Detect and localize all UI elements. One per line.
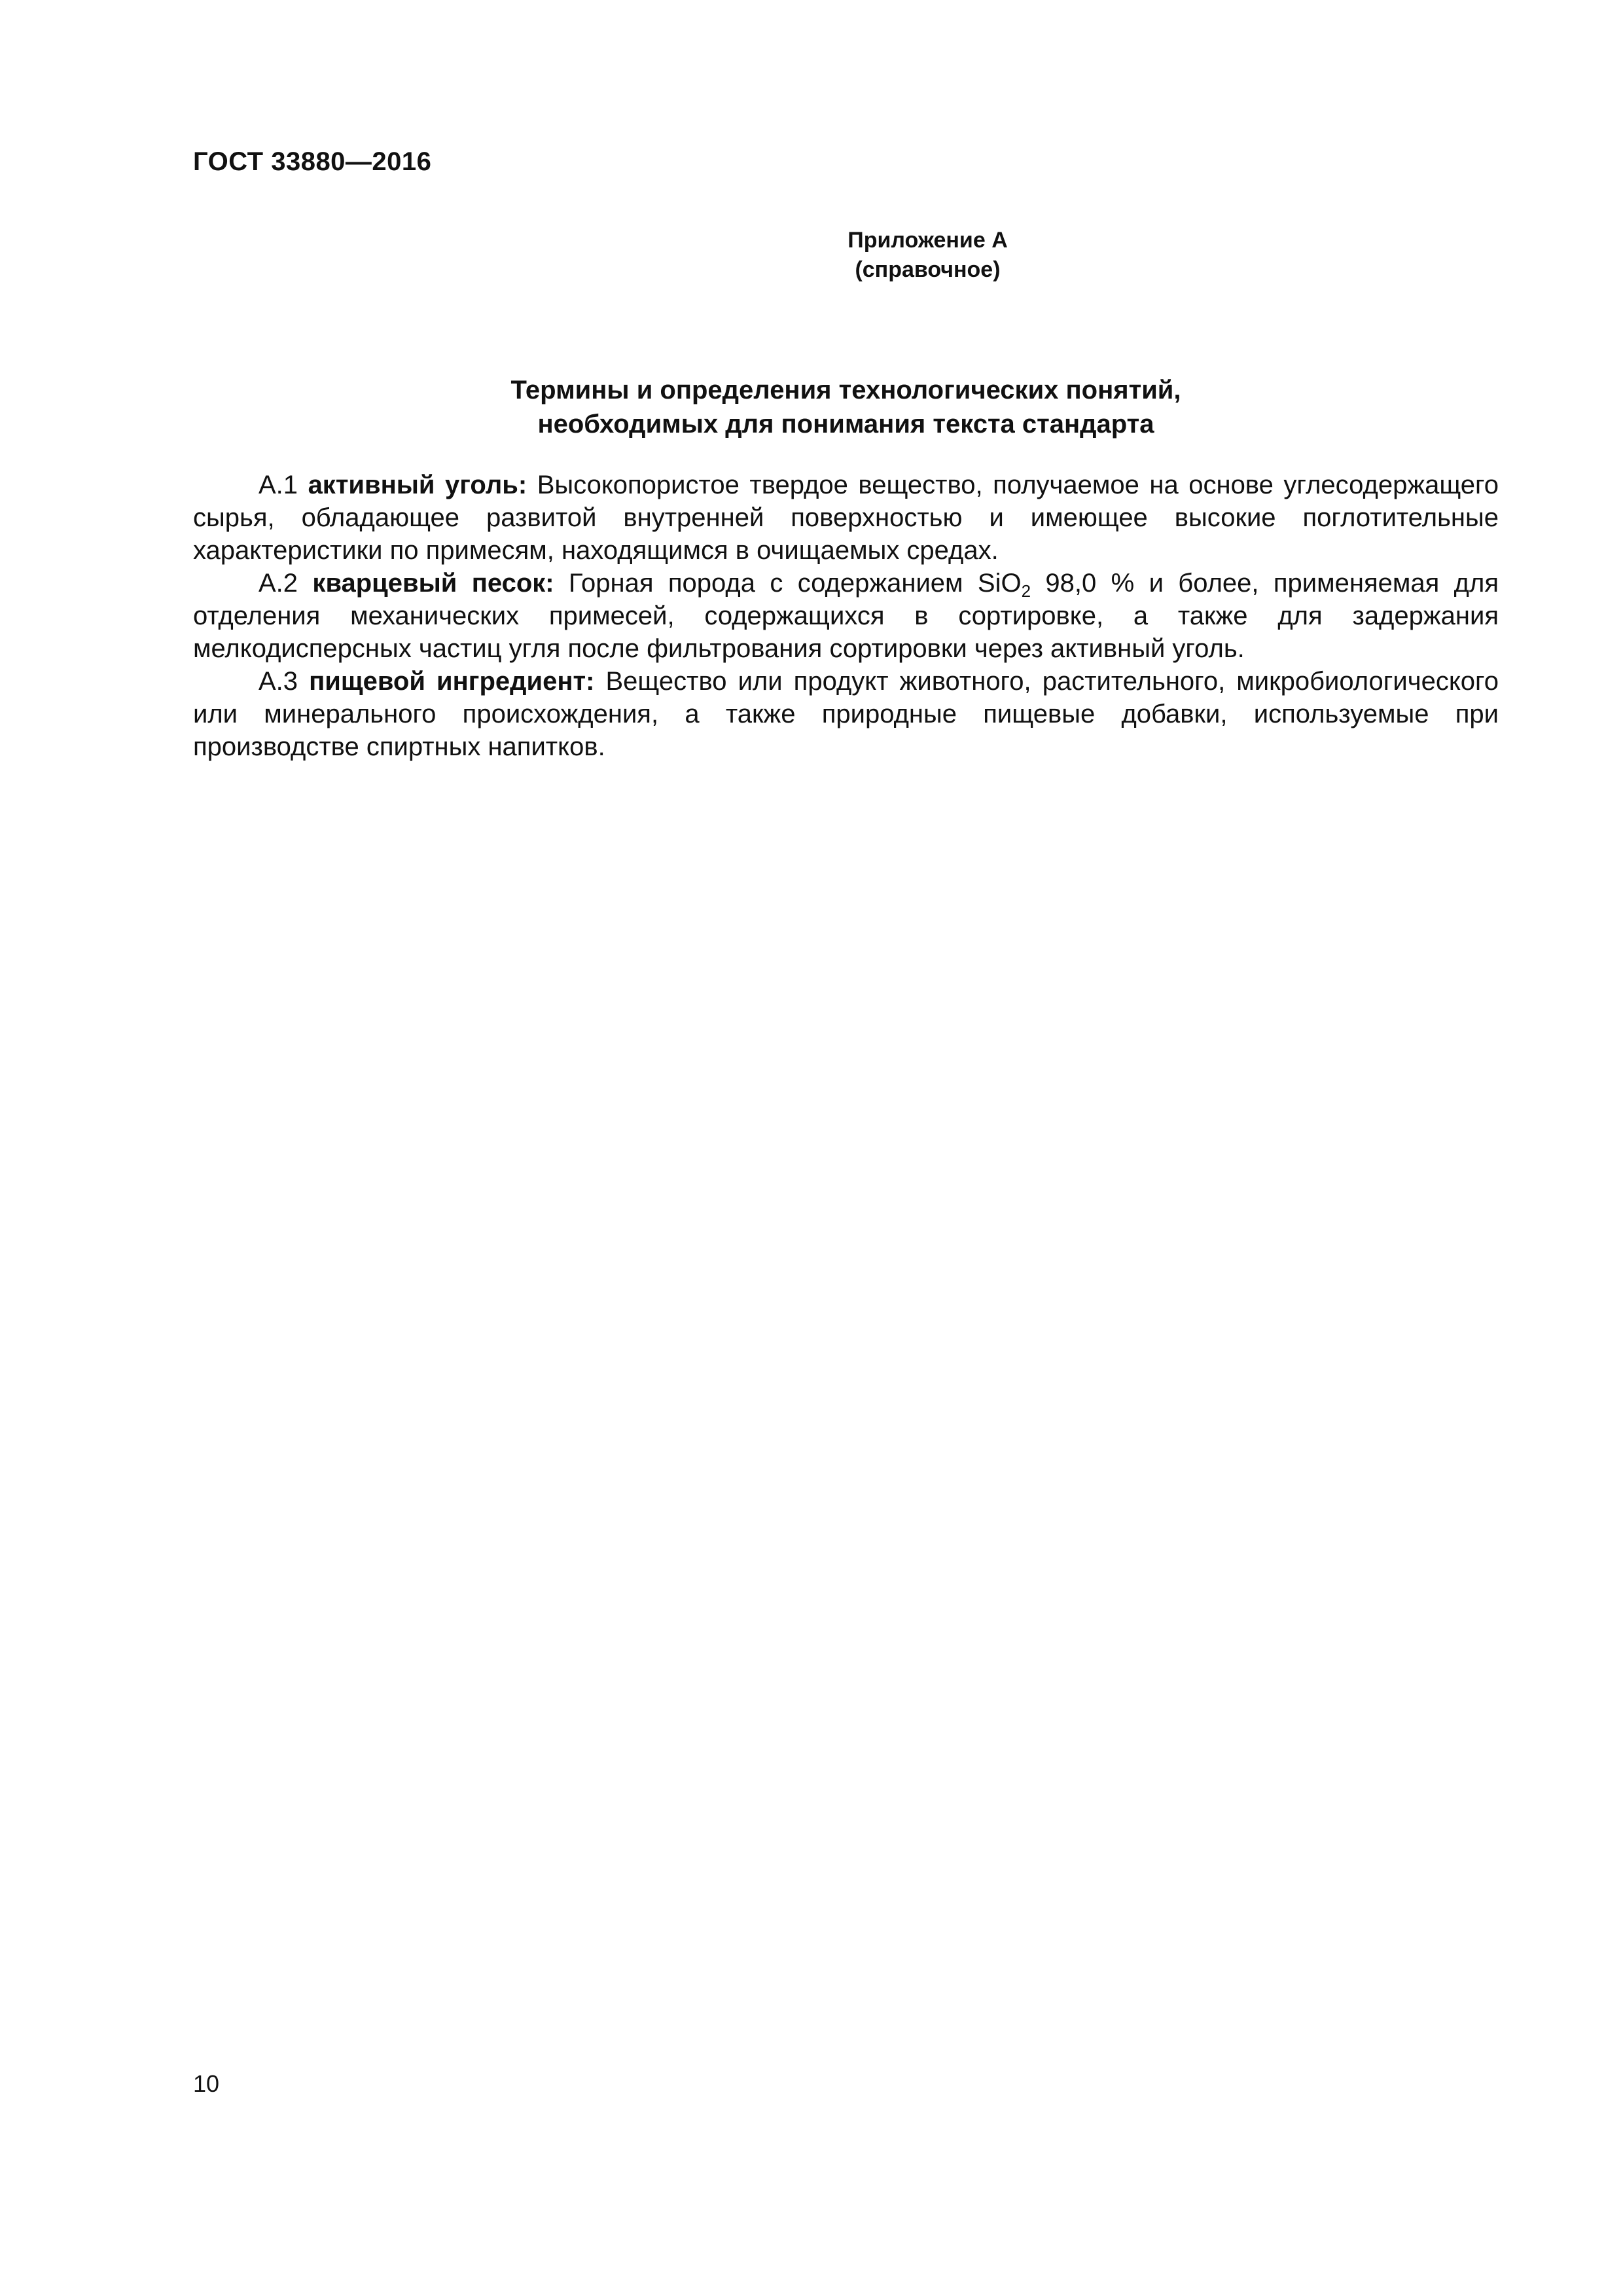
section-title <box>193 373 1499 441</box>
term-name: пищевой ингредиент: <box>309 667 595 696</box>
term-number: А.3 <box>259 667 298 696</box>
chemical-subscript: 2 <box>1021 581 1031 601</box>
terms-list <box>193 469 1499 763</box>
term-definition-part-1: Горная порода с содержанием SiO <box>569 569 1022 598</box>
term-definition-part-2: 98,0 % и более, применяемая для отделения механических примесей, содержащихся в сортировке, а также для задержания мелкодисперсных частиц угля после фильтрования сортировки через активный уголь. <box>193 569 1499 663</box>
term-a1 <box>193 469 1499 567</box>
document-id: ГОСТ 33880—2016 <box>193 147 432 176</box>
appendix-status: (справочное) <box>855 257 1001 282</box>
term-definition: Высокопористое твердое вещество, получаемое на основе углесодержащего сырья, обладающее развитой внутренней поверхностью и имеющее высокие поглотительные характеристики по примесям, находящимся в очищаемых средах. <box>193 471 1499 565</box>
term-number: А.1 <box>259 471 298 499</box>
term-a3 <box>193 665 1499 763</box>
term-a2 <box>193 567 1499 665</box>
term-name: кварцевый песок: <box>312 569 554 598</box>
section-title-line-2: необходимых для понимания текста стандарта <box>537 410 1154 439</box>
term-definition: Вещество или продукт животного, растительного, микробиологического или минерального происхождения, а также природные пищевые добавки, используемые при производстве спиртных напитков. <box>193 667 1499 761</box>
term-number: А.2 <box>259 569 298 598</box>
appendix-heading <box>193 226 1499 285</box>
page-number: 10 <box>193 2070 220 2097</box>
appendix-label: Приложение А <box>847 228 1008 253</box>
section-title-line-1: Термины и определения технологических понятий, <box>510 376 1181 404</box>
term-name: активный уголь: <box>308 471 527 499</box>
